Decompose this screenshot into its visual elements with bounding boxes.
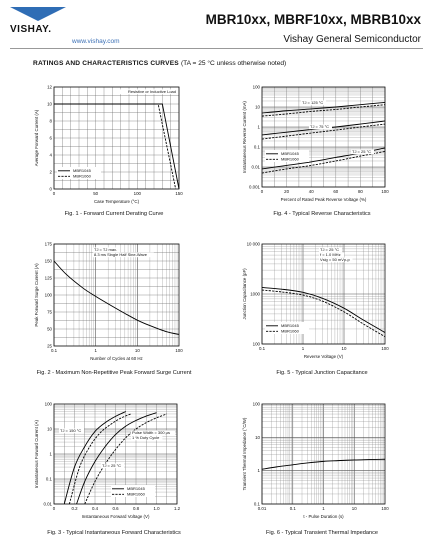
fig2-ytick-label: 50 <box>47 326 52 332</box>
fig5-xtick-label: 0.1 <box>258 346 266 351</box>
fig2-xtick-label: 1 <box>94 348 97 353</box>
section-title: RATINGS AND CHARACTERISTICS CURVES <box>33 60 179 67</box>
website-link[interactable]: www.vishay.com <box>72 38 120 45</box>
fig5-xtick-label: 100 <box>381 346 389 351</box>
fig1-legend-label: MBR1060 <box>73 173 91 179</box>
fig3-ytick-label: 1 <box>49 451 52 457</box>
fig2-group <box>34 242 183 362</box>
fig1-xtick-label: 50 <box>93 191 99 196</box>
fig5-xlabel: Reverse Voltage (V) <box>303 354 344 359</box>
fig4-ytick-label: 100 <box>252 84 260 90</box>
fig1-ytick-label: 4 <box>49 152 52 158</box>
fig1-group <box>34 85 183 205</box>
fig1-ytick-label: 6 <box>49 135 52 141</box>
fig3-xtick-label: 0 <box>52 506 56 511</box>
fig6-xtick-label: 0.1 <box>289 506 296 511</box>
fig5-xtick-label: 10 <box>341 346 347 351</box>
fig1-legend-label: MBR1045 <box>73 168 91 173</box>
fig5-ytick-label: 100 <box>252 341 260 347</box>
vishay-logo-text: VISHAY. <box>10 24 52 35</box>
fig2-annotation: 8.3 ms Single Half Sine-Wave <box>94 252 147 257</box>
fig4-ytick-label: 1 <box>257 124 260 130</box>
fig6-ytick-label: 1 <box>257 468 260 474</box>
fig2-xlabel: Number of Cycles at 60 Hz <box>90 356 143 361</box>
fig3-xtick-label: 1.0 <box>153 506 160 511</box>
fig3-annotation: Pulse Width = 300 μs <box>132 430 170 435</box>
fig3-ytick-label: 100 <box>44 401 52 407</box>
fig3-annotation: 1 % Duty Cycle <box>132 435 160 440</box>
fig2-xtick-label: 0.1 <box>50 348 58 353</box>
fig5-caption: Fig. 5 - Typical Junction Capacitance <box>276 370 368 376</box>
fig2-ytick-label: 175 <box>44 241 52 247</box>
fig1-xtick-label: 0 <box>52 191 56 196</box>
fig6-group <box>242 402 389 520</box>
fig1-annotation: Resistive or Inductive Load <box>127 89 176 94</box>
fig1-xlabel: Case Temperature (°C) <box>93 199 140 204</box>
fig3-legend-label: MBR1060 <box>127 491 145 497</box>
fig6-xtick-label: 0.01 <box>257 506 267 511</box>
fig6-ytick-label: 10 <box>255 434 260 440</box>
fig4-ytick-label: 10 <box>255 104 260 110</box>
fig3-ytick-label: 0.1 <box>45 476 52 482</box>
fig4-ytick-label: 0.001 <box>249 184 260 190</box>
fig3-xtick-label: 0.8 <box>132 506 140 511</box>
fig2-series-line <box>54 261 179 334</box>
fig1-xtick-label: 100 <box>133 191 141 196</box>
fig1-ytick-label: 0 <box>49 186 52 192</box>
fig1-ytick-label: 10 <box>47 101 52 107</box>
fig4-legend-label: MBR1060 <box>281 156 299 162</box>
fig1-ytick-label: 8 <box>49 118 52 124</box>
section-condition: (TA = 25 °C unless otherwise noted) <box>180 60 287 67</box>
fig4-xlabel: Percent of Rated Peak Reverse Voltage (%) <box>280 197 367 202</box>
fig1-ylabel: Average Forward Current (A) <box>34 109 39 167</box>
fig6-ytick-label: 0.1 <box>253 501 260 507</box>
fig3-legend <box>111 485 155 497</box>
fig4-annotation: TJ = 25 °C <box>352 149 372 154</box>
fig5-xtick-label: 1 <box>301 346 305 351</box>
fig6-xtick-label: 10 <box>351 506 357 511</box>
fig2-annotation: TJ = TJ max. <box>94 247 118 252</box>
fig3-group <box>34 402 181 520</box>
fig6-ytick-label: 100 <box>252 401 260 407</box>
fig2-xtick-label: 100 <box>175 348 183 353</box>
fig3-xtick-label: 1.2 <box>173 506 181 511</box>
fig4-xtick-label: 20 <box>284 189 290 194</box>
fig5-ytick-label: 10 000 <box>246 241 260 247</box>
fig6-caption: Fig. 6 - Typical Transient Thermal Impedance <box>265 530 379 536</box>
fig5-annotation: Vsig = 50 mVp-p <box>320 257 350 262</box>
fig4-annotation: TJ = 75 °C <box>310 124 330 129</box>
fig3-annotation: TJ = 150 °C <box>60 428 82 433</box>
fig4-ytick-label: 0.01 <box>251 164 260 170</box>
fig4-xtick-label: 60 <box>333 189 339 194</box>
fig5-annotation: TJ = 25 °C <box>320 247 340 252</box>
fig4-group <box>242 85 389 203</box>
fig1-ytick-label: 2 <box>49 169 52 175</box>
fig6-xtick-label: 100 <box>381 506 389 511</box>
fig3-xtick-label: 0.4 <box>91 506 99 511</box>
fig2-caption: Fig. 2 - Maximum Non-Repetitive Peak Forward Surge Current <box>36 370 192 376</box>
fig1-xtick-label: 150 <box>175 191 183 196</box>
fig4-xtick-label: 80 <box>357 189 363 194</box>
fig4-legend-label: MBR1045 <box>281 151 299 156</box>
fig6-xtick-label: 1 <box>322 506 325 511</box>
fig4-caption: Fig. 4 - Typical Reverse Characteristics <box>273 211 371 217</box>
fig1-caption: Fig. 1 - Forward Current Derating Curve <box>64 211 164 217</box>
fig3-xtick-label: 0.2 <box>71 506 78 511</box>
fig3-ytick-label: 10 <box>47 426 52 432</box>
fig1-legend <box>57 167 101 179</box>
fig4-annotation: TJ = 125 °C <box>302 100 324 105</box>
fig5-annotation: f = 1.0 MHz <box>320 252 341 257</box>
fig4-xtick-label: 0 <box>260 189 264 194</box>
fig4-xtick-label: 100 <box>381 189 389 194</box>
fig3-annotation: TJ = 25 °C <box>102 463 122 468</box>
fig4-ytick-label: 0.1 <box>253 144 260 150</box>
fig1-ytick-label: 12 <box>47 84 52 90</box>
fig4-ylabel: Instantaneous Reverse Current (mA) <box>242 101 247 173</box>
fig5-group <box>242 242 389 360</box>
fig5-legend-label: MBR1045 <box>281 323 299 328</box>
fig2-ytick-label: 150 <box>44 258 52 264</box>
fig5-ytick-label: 1000 <box>250 291 260 297</box>
fig3-xtick-label: 0.6 <box>112 506 119 511</box>
fig3-xlabel: Instantaneous Forward Voltage (V) <box>81 514 150 519</box>
fig2-ytick-label: 125 <box>44 275 52 281</box>
fig3-legend-label: MBR1045 <box>127 486 145 491</box>
fig2-xtick-label: 10 <box>134 348 140 353</box>
fig3-caption: Fig. 3 - Typical Instantaneous Forward Characteristics <box>47 530 181 536</box>
fig3-ylabel: Instantaneous Forward Current (A) <box>34 420 39 488</box>
fig6-ylabel: Transient Thermal Impedance (°C/W) <box>242 417 247 491</box>
fig6-xlabel: t - Pulse Duration (s) <box>303 514 344 519</box>
fig3-ytick-label: 0.01 <box>43 501 52 507</box>
fig4-xtick-label: 40 <box>308 189 314 194</box>
fig2-ytick-label: 75 <box>47 309 52 315</box>
fig4-legend <box>265 150 309 162</box>
fig5-ylabel: Junction Capacitance (pF) <box>242 268 247 320</box>
fig2-ytick-label: 100 <box>44 292 52 298</box>
fig2-ylabel: Peak Forward Surge Current (A) <box>34 263 39 327</box>
document-subtitle: Vishay General Semiconductor <box>283 34 421 45</box>
fig5-legend-label: MBR1060 <box>281 328 299 334</box>
fig2-ytick-label: 25 <box>47 343 52 349</box>
document-title: MBR10xx, MBRF10xx, MBRB10xx <box>205 12 421 27</box>
fig5-legend <box>265 322 309 334</box>
